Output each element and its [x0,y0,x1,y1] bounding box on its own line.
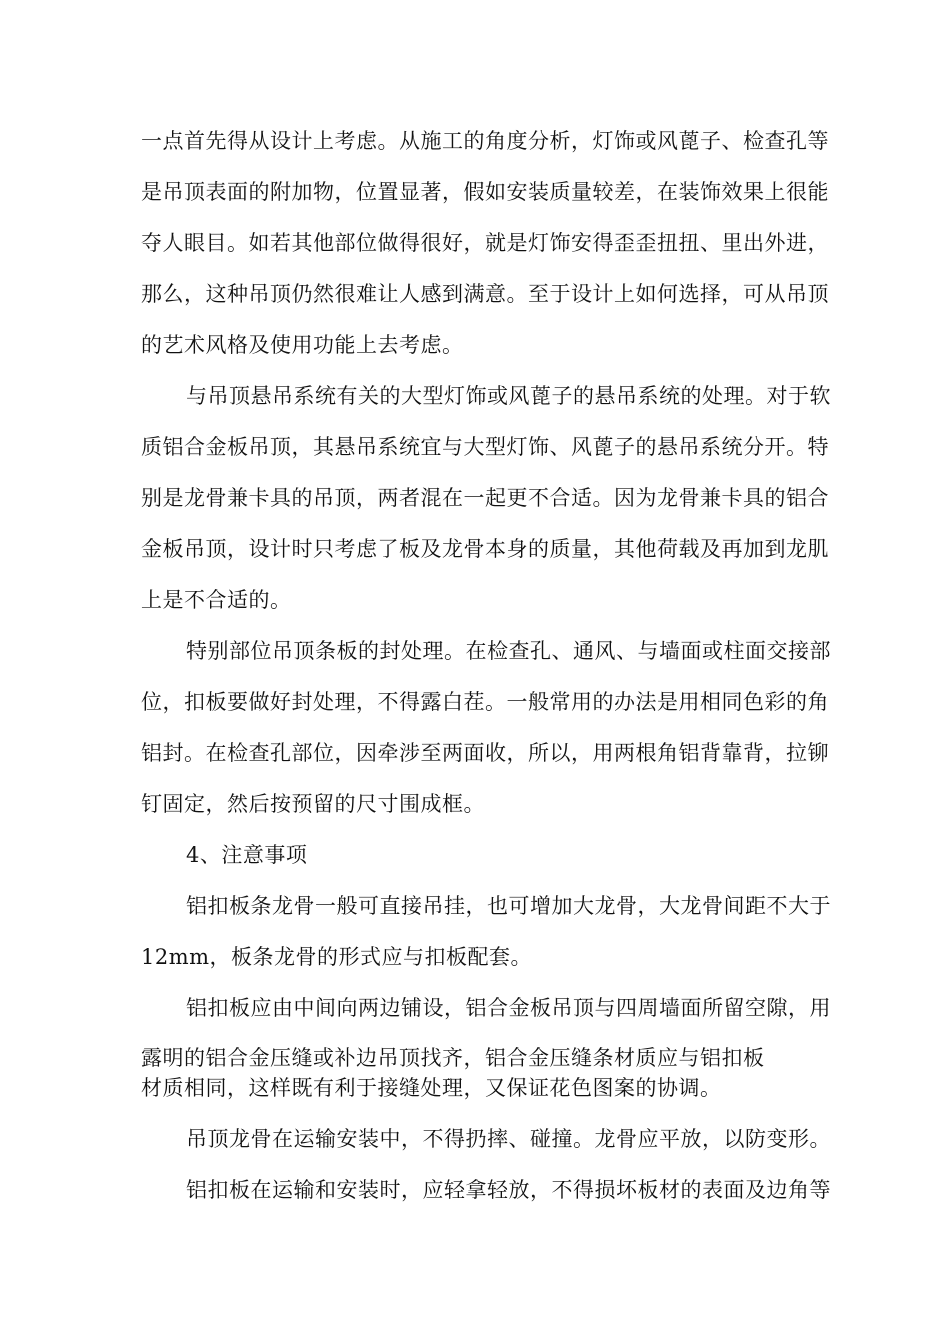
paragraph-1-line-4: 那么，这种吊顶仍然很难让人感到满意。至于设计上如何选择，可从吊顶 [141,282,829,306]
paragraph-3-line-4: 钉固定，然后按预留的尺寸围成框。 [141,792,485,816]
paragraph-3-line-2: 位，扣板要做好封处理，不得露白茬。一般常用的办法是用相同色彩的角 [141,690,829,714]
paragraph-4-line-1: 铝扣板条龙骨一般可直接吊挂，也可增加大龙骨，大龙骨间距不大于 [186,894,831,918]
paragraph-5-line-1: 铝扣板应由中间向两边铺设，铝合金板吊顶与四周墙面所留空隙，用 [186,996,831,1020]
paragraph-3-line-3: 铝封。在检查孔部位，因牵涉至两面收，所以，用两根角铝背靠背，拉铆 [141,741,829,765]
paragraph-1-line-2: 是吊顶表面的附加物，位置显著，假如安装质量较差，在装饰效果上很能 [141,180,829,204]
paragraph-2-line-4: 金板吊顶，设计时只考虑了板及龙骨本身的质量，其他荷载及再加到龙肌 [141,537,829,561]
paragraph-4-line-2: 12mm，板条龙骨的形式应与扣板配套。 [141,945,533,969]
paragraph-5-line-3: 材质相同，这样既有利于接缝处理，又保证花色图案的协调。 [141,1076,722,1100]
paragraph-1-line-1: 一点首先得从设计上考虑。从施工的角度分析，灯饰或风蓖子、检查孔等 [141,129,829,153]
paragraph-3-line-1: 特别部位吊顶条板的封处理。在检查孔、通风、与墙面或柱面交接部 [186,639,831,663]
paragraph-2-line-2: 质铝合金板吊顶，其悬吊系统宜与大型灯饰、风蓖子的悬吊系统分开。特 [141,435,829,459]
paragraph-5-line-2: 露明的铝合金压缝或补边吊顶找齐，铝合金压缝条材质应与铝扣板 [141,1046,765,1070]
section-heading: 4、注意事项 [186,843,308,867]
paragraph-2-line-1: 与吊顶悬吊系统有关的大型灯饰或风蓖子的悬吊系统的处理。对于软 [186,384,831,408]
paragraph-1-line-5: 的艺术风格及使用功能上去考虑。 [141,333,464,357]
paragraph-6-line-1: 吊顶龙骨在运输安装中，不得扔摔、碰撞。龙骨应平放，以防变形。 [186,1127,831,1151]
paragraph-2-line-5: 上是不合适的。 [141,588,292,612]
paragraph-1-line-3: 夺人眼目。如若其他部位做得很好，就是灯饰安得歪歪扭扭、里出外进， [141,231,829,255]
paragraph-7-line-1: 铝扣板在运输和安装时，应轻拿轻放，不得损坏板材的表面及边角等 [186,1178,831,1202]
paragraph-2-line-3: 别是龙骨兼卡具的吊顶，两者混在一起更不合适。因为龙骨兼卡具的铝合 [141,486,829,510]
